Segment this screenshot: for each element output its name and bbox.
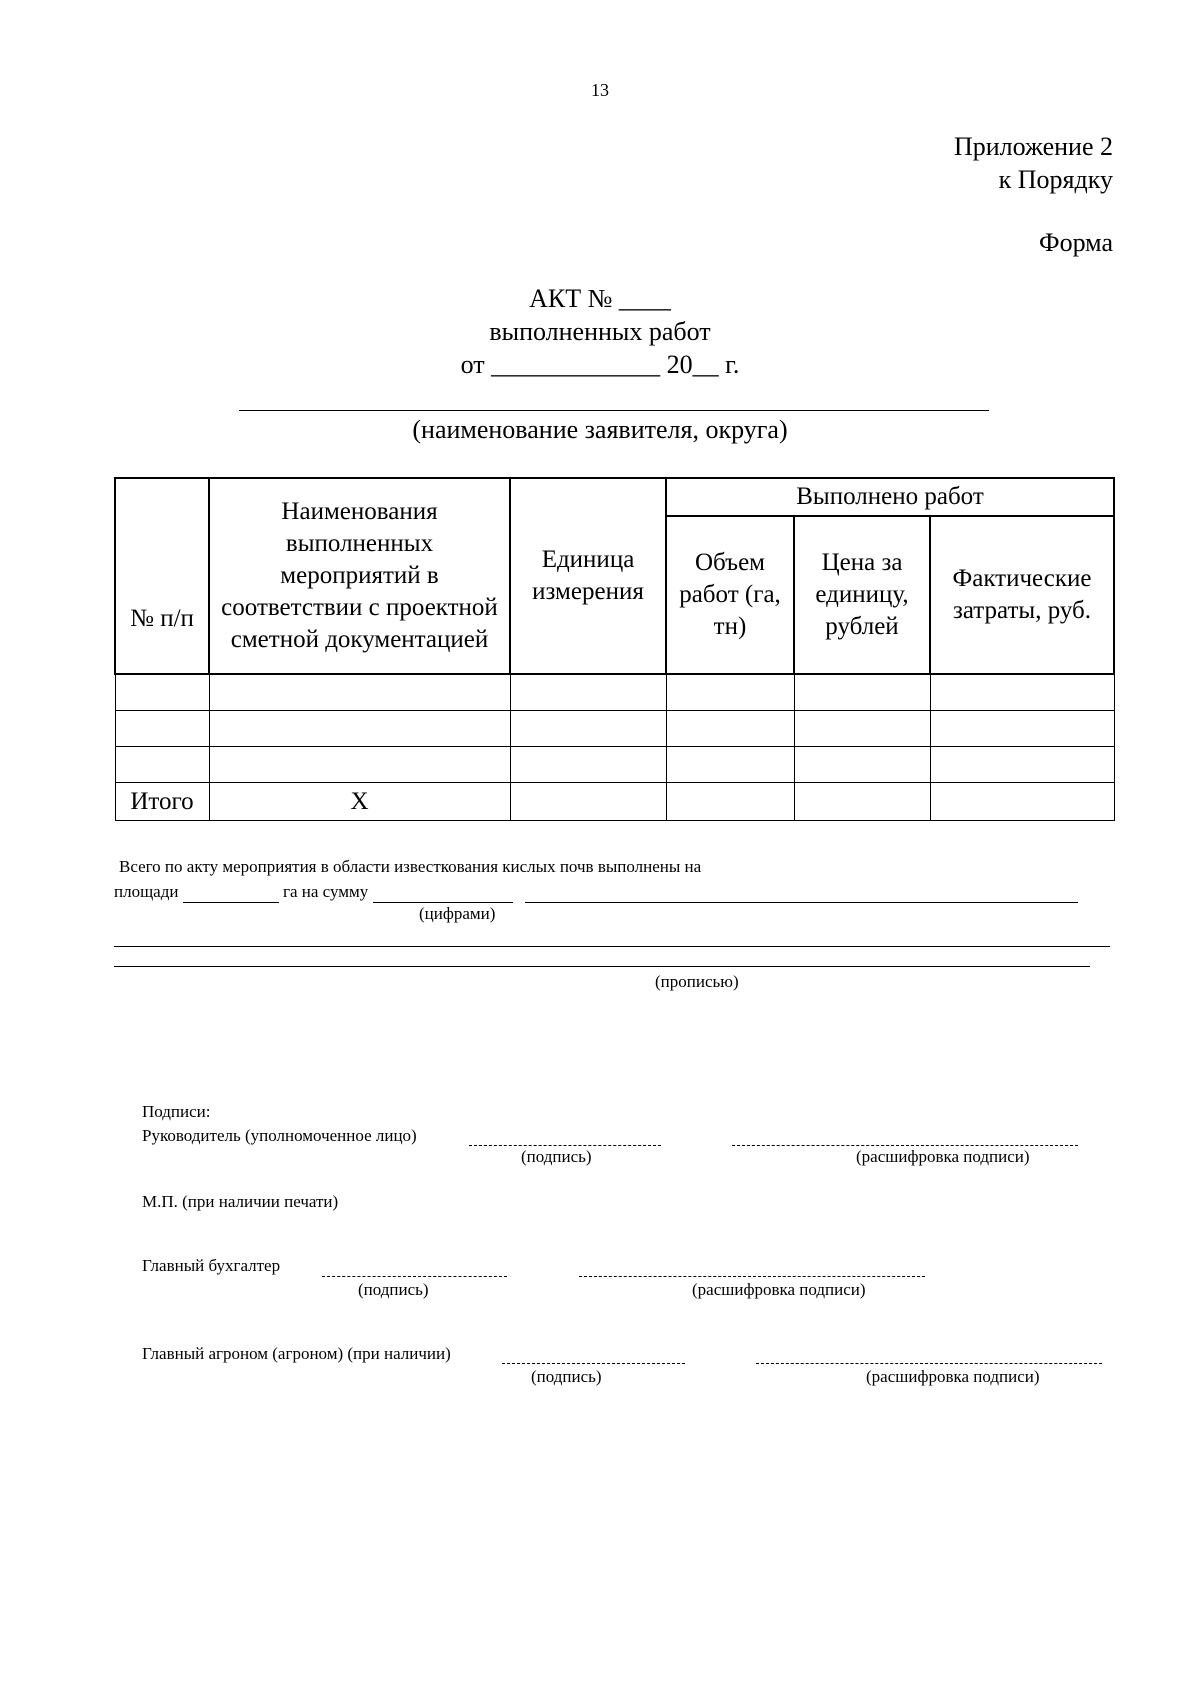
words-caption: (прописью) xyxy=(655,972,739,991)
agronomist-sign-line xyxy=(502,1363,685,1364)
applicant-caption: (наименование заявителя, округа) xyxy=(412,415,788,444)
table-row xyxy=(115,674,1114,711)
accountant-sign-line xyxy=(322,1276,507,1277)
accountant-sign-caption: (подпись) xyxy=(358,1280,429,1299)
total-label: Итого xyxy=(115,783,209,821)
agronomist-sign-caption: (подпись) xyxy=(531,1367,602,1386)
form-label: Форма xyxy=(1039,228,1113,257)
head-sign-line xyxy=(469,1145,661,1146)
sum-extra-blank xyxy=(525,882,1078,903)
works-table xyxy=(114,477,1115,821)
total-mark: Х xyxy=(209,783,510,821)
header-unit: Единица измерения xyxy=(510,478,666,674)
signatures-heading: Подписи: xyxy=(142,1102,211,1121)
head-decode-caption: (расшифровка подписи) xyxy=(856,1147,1030,1166)
accountant-decode-line xyxy=(579,1276,925,1277)
sum-prefix: га на сумму xyxy=(282,882,369,901)
header-volume: Объем работ (га, тн) xyxy=(666,516,794,674)
appendix-line-2: к Порядку xyxy=(998,165,1113,194)
header-actual-cost: Фактические затраты, руб. xyxy=(930,516,1114,674)
digits-caption: (цифрами) xyxy=(419,904,496,923)
act-title: АКТ № ____ xyxy=(529,284,671,313)
sum-digits-blank xyxy=(373,882,513,903)
agronomist-decode-caption: (расшифровка подписи) xyxy=(866,1367,1040,1386)
accountant-label: Главный бухгалтер xyxy=(142,1256,281,1275)
total-row xyxy=(115,783,1114,821)
act-subtitle: выполненных работ xyxy=(489,317,711,346)
summary-line-1: Всего по акту мероприятия в области известкования кислых почв выполнены на xyxy=(119,857,702,876)
table-row xyxy=(115,747,1114,783)
accountant-decode-caption: (расшифровка подписи) xyxy=(692,1280,866,1299)
header-activity-name: Наименования выполненных мероприятий в соответствии с проектной сметной документацией xyxy=(209,478,510,674)
table-row xyxy=(115,711,1114,747)
page-number: 13 xyxy=(591,80,609,100)
area-blank xyxy=(183,882,279,903)
head-label: Руководитель (уполномоченное лицо) xyxy=(142,1126,417,1145)
agronomist-label: Главный агроном (агроном) (при наличии) xyxy=(142,1344,451,1363)
header-price: Цена за единицу, рублей xyxy=(794,516,930,674)
area-prefix: площади xyxy=(114,882,179,901)
applicant-line xyxy=(239,410,989,411)
summary-line-2 xyxy=(114,882,1078,903)
act-date-line: от _____________ 20__ г. xyxy=(460,350,740,379)
head-decode-line xyxy=(732,1145,1078,1146)
agronomist-decode-line xyxy=(756,1363,1102,1364)
header-works-done: Выполнено работ xyxy=(666,478,1114,516)
appendix-line-1: Приложение 2 xyxy=(953,132,1113,161)
header-number: № п/п xyxy=(115,478,209,674)
words-line-2 xyxy=(114,966,1090,967)
stamp-label: М.П. (при наличии печати) xyxy=(142,1192,339,1211)
words-line-1 xyxy=(114,946,1110,947)
head-sign-caption: (подпись) xyxy=(521,1147,592,1166)
